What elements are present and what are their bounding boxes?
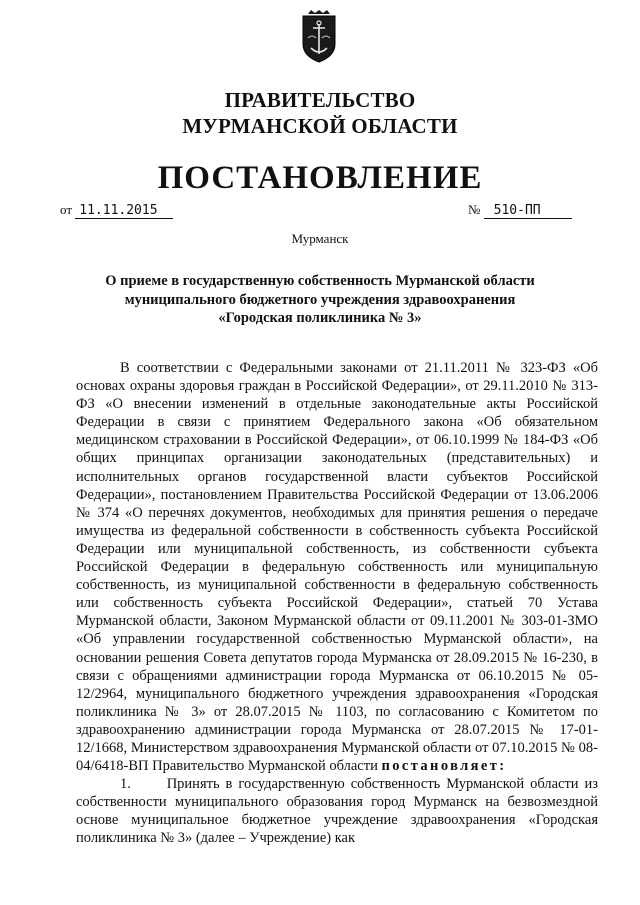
city-name: Мурманск	[291, 231, 349, 246]
government-title-line2: МУРМАНСКОЙ ОБЛАСТИ	[182, 114, 458, 138]
decree-word: постановляет:	[381, 758, 507, 775]
coat-of-arms-icon	[300, 10, 338, 64]
subject-line: О приеме в государственную собственность Мурманской области	[105, 273, 535, 289]
document-type-title: ПОСТАНОВЛЕНИЕ	[157, 160, 483, 196]
document-subject	[60, 272, 580, 328]
subject-line: муниципального бюджетного учреждения здравоохранения	[124, 291, 516, 308]
government-title-line1: ПРАВИТЕЛЬСТВО	[224, 88, 416, 112]
document-number	[468, 202, 572, 219]
document-body	[76, 359, 598, 848]
subject-line: «Городская поликлиника № 3»	[218, 310, 422, 326]
number-prefix: №	[468, 202, 481, 217]
document-date	[60, 202, 173, 219]
date-prefix: от	[60, 202, 73, 217]
number-value: 510-ПП	[484, 203, 572, 219]
clause-1-paragraph: 1. Принять в государственную собственность Мурманской области из собственности муниципального образования город Мурманск на безвозмездной основе муниципальное бюджетное учреждение здравоохранения «Городская поликлиника № 3» (далее – Учреждение) как	[76, 776, 598, 847]
date-value: 11.11.2015	[75, 203, 173, 219]
preamble-paragraph	[76, 359, 598, 775]
preamble-text: В соответствии с Федеральными законами от 21.11.2011 № 323-ФЗ «Об основах охраны здоровья граждан в Российской Федерации», от 29.11.2010 № 313-ФЗ «О внесении изменений в отдельные законодательные акты Российской Федерации в связи с принятием Федерального закона «Об обязательном медицинском страховании в Российской Федерации», от 06.10.1999 № 184-ФЗ «Об общих принципах организации законодательных (представительных) и исполнительных органов государственной власти субъектов Российской Федерации», постановлением Правительства Российской Федерации от 13.06.2006 № 374 «О перечнях документов, необходимых для принятия решения о передаче имущества из федеральной собственности в собственность субъекта Российской Федерации или муниципальной собственность, из собственности субъекта Российской Федерации в федеральную собственность или муниципальную собственность, из муниципальной собственности в федеральную собственность или собственность субъекта Российской Федерации», статьей 70 Устава Мурманской области, Законом Мурманской области от 09.11.2001 № 303-01-ЗМО «Об управлении государственной собственностью Мурманской области», на основании решения Совета депутатов города Мурманска от 28.09.2015 № 16-230, в связи с обращениями администрации города Мурманска от 06.10.2015 № 05-12/2964, муниципального бюджетного учреждения здравоохранения «Городская поликлиника № 3» от 28.07.2015 № 1103, по согласованию с Комитетом по здравоохранению администрации города Мурманска от 28.07.2015 № 17-01-12/1668, Министерством здравоохранения Мурманской области от 07.10.2015 № 08-04/6418-ВП Правительство Мурманской области	[76, 360, 598, 775]
